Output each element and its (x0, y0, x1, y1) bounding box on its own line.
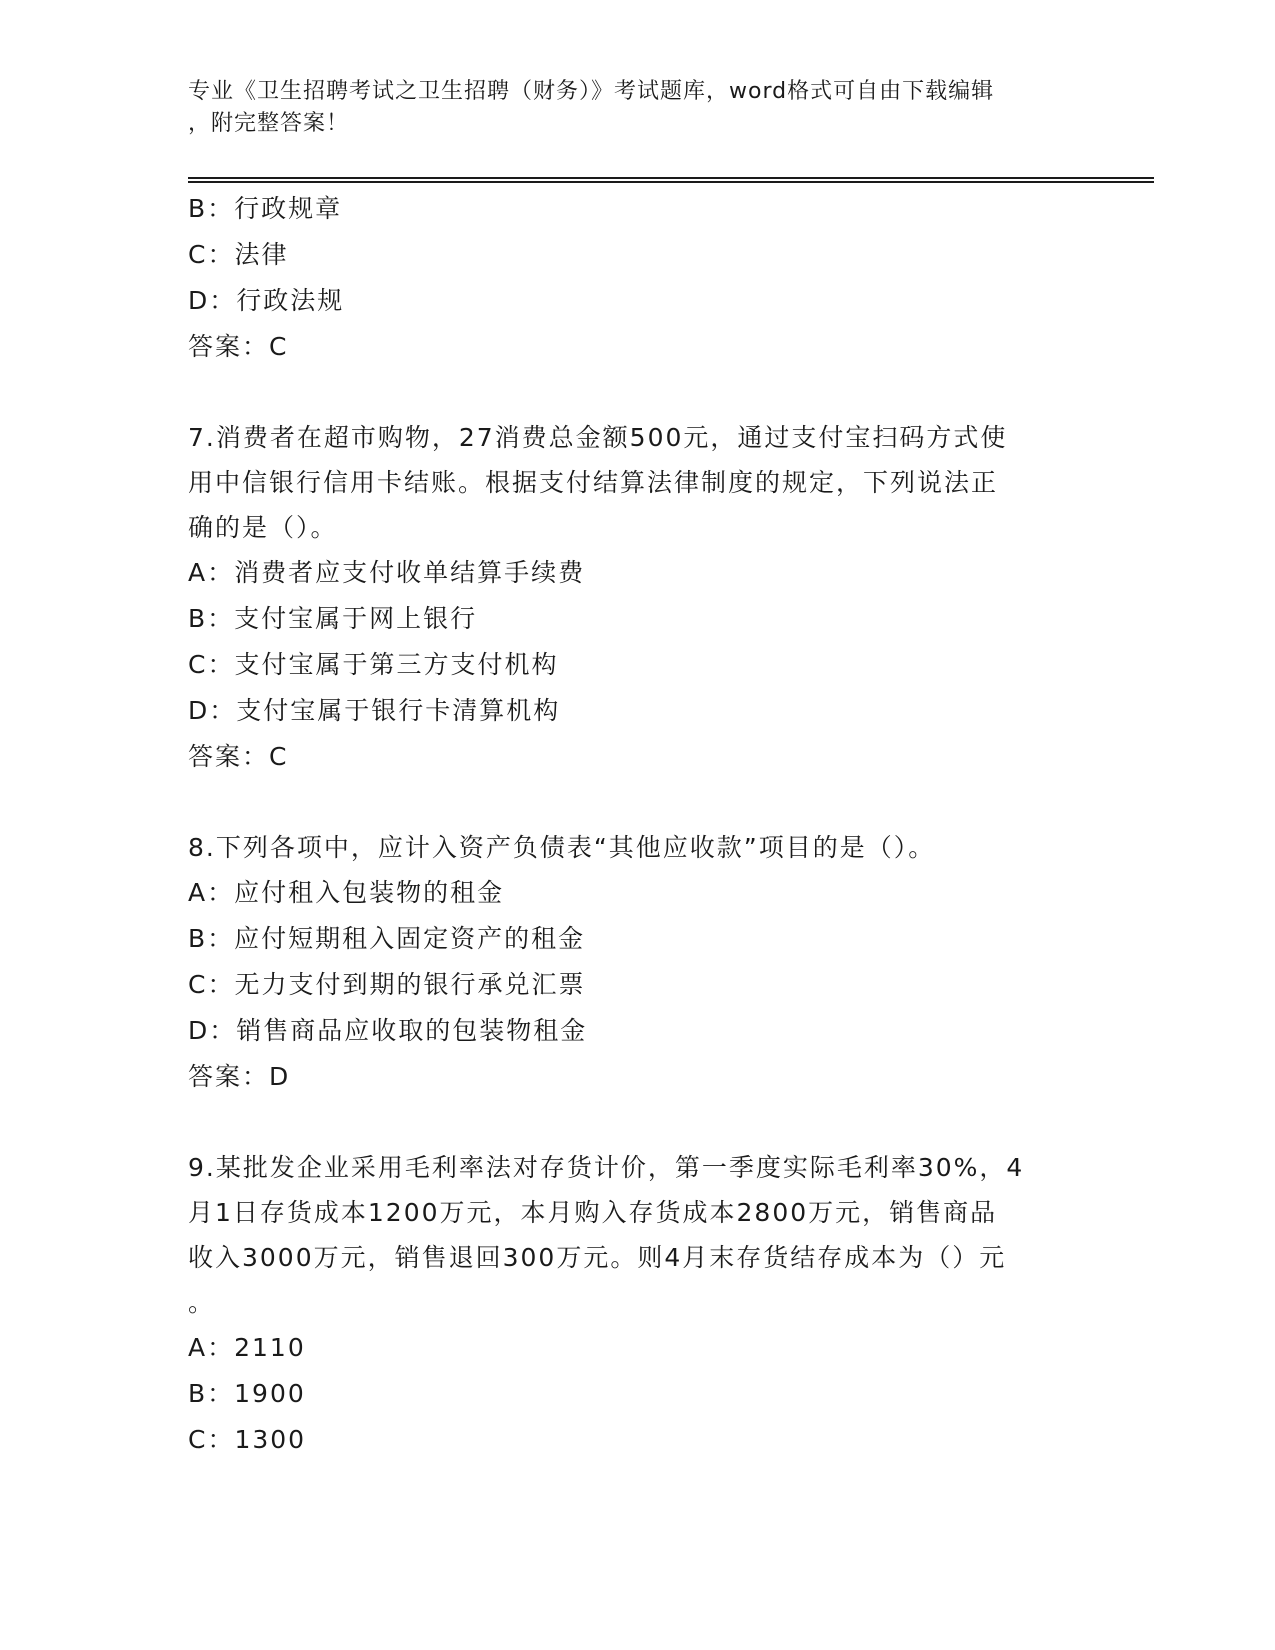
option-b: B：行政规章 (188, 194, 343, 223)
document-header (188, 76, 1068, 140)
option-c: C：法律 (188, 240, 289, 269)
option-c: C：1300 (188, 1425, 307, 1454)
question-stem-line: 8.下列各项中，应计入资产负债表“其他应收款”项目的是（）。 (188, 833, 936, 862)
option-a: A：2110 (188, 1333, 306, 1362)
question-9 (188, 1145, 1088, 1463)
answer-line: 答案：C (188, 742, 289, 771)
answer-line: 答案：D (188, 1062, 291, 1091)
option-a: A：应付租入包装物的租金 (188, 878, 505, 907)
option-b: B：支付宝属于网上银行 (188, 604, 478, 633)
answer-line: 答案：C (188, 332, 289, 361)
question-7 (188, 415, 1088, 780)
question-8 (188, 825, 1088, 1100)
option-a: A：消费者应支付收单结算手续费 (188, 558, 586, 587)
spacer (188, 1100, 1088, 1145)
spacer (188, 780, 1088, 825)
question-6-tail (188, 186, 1088, 370)
header-line-2: ，附完整答案！ (188, 111, 350, 136)
question-list (188, 186, 1088, 1463)
question-stem-line: 收入3000万元，销售退回300万元。则4月末存货结存成本为（）元 (188, 1243, 1007, 1272)
option-d: D：支付宝属于银行卡清算机构 (188, 696, 561, 725)
question-stem-line: 7.消费者在超市购物，27消费总金额500元，通过支付宝扫码方式使 (188, 423, 1008, 452)
option-b: B：应付短期租入固定资产的租金 (188, 924, 586, 953)
question-stem-line: 用中信银行信用卡结账。根据支付结算法律制度的规定，下列说法正 (188, 468, 999, 497)
question-stem-line: 。 (188, 1288, 216, 1317)
spacer (188, 370, 1088, 415)
question-stem-line: 确的是（）。 (188, 513, 338, 542)
option-b: B：1900 (188, 1379, 306, 1408)
question-stem-line: 9.某批发企业采用毛利率法对存货计价，第一季度实际毛利率30%，4 (188, 1153, 1025, 1182)
option-d: D：行政法规 (188, 286, 345, 315)
option-c: C：支付宝属于第三方支付机构 (188, 650, 559, 679)
header-line-1: 专业《卫生招聘考试之卫生招聘（财务）》考试题库，word格式可自由下载编辑 (188, 79, 995, 104)
question-stem-line: 月1日存货成本1200万元，本月购入存货成本2800万元，销售商品 (188, 1198, 998, 1227)
header-divider (188, 177, 1154, 183)
option-c: C：无力支付到期的银行承兑汇票 (188, 970, 586, 999)
option-d: D：销售商品应收取的包装物租金 (188, 1016, 588, 1045)
